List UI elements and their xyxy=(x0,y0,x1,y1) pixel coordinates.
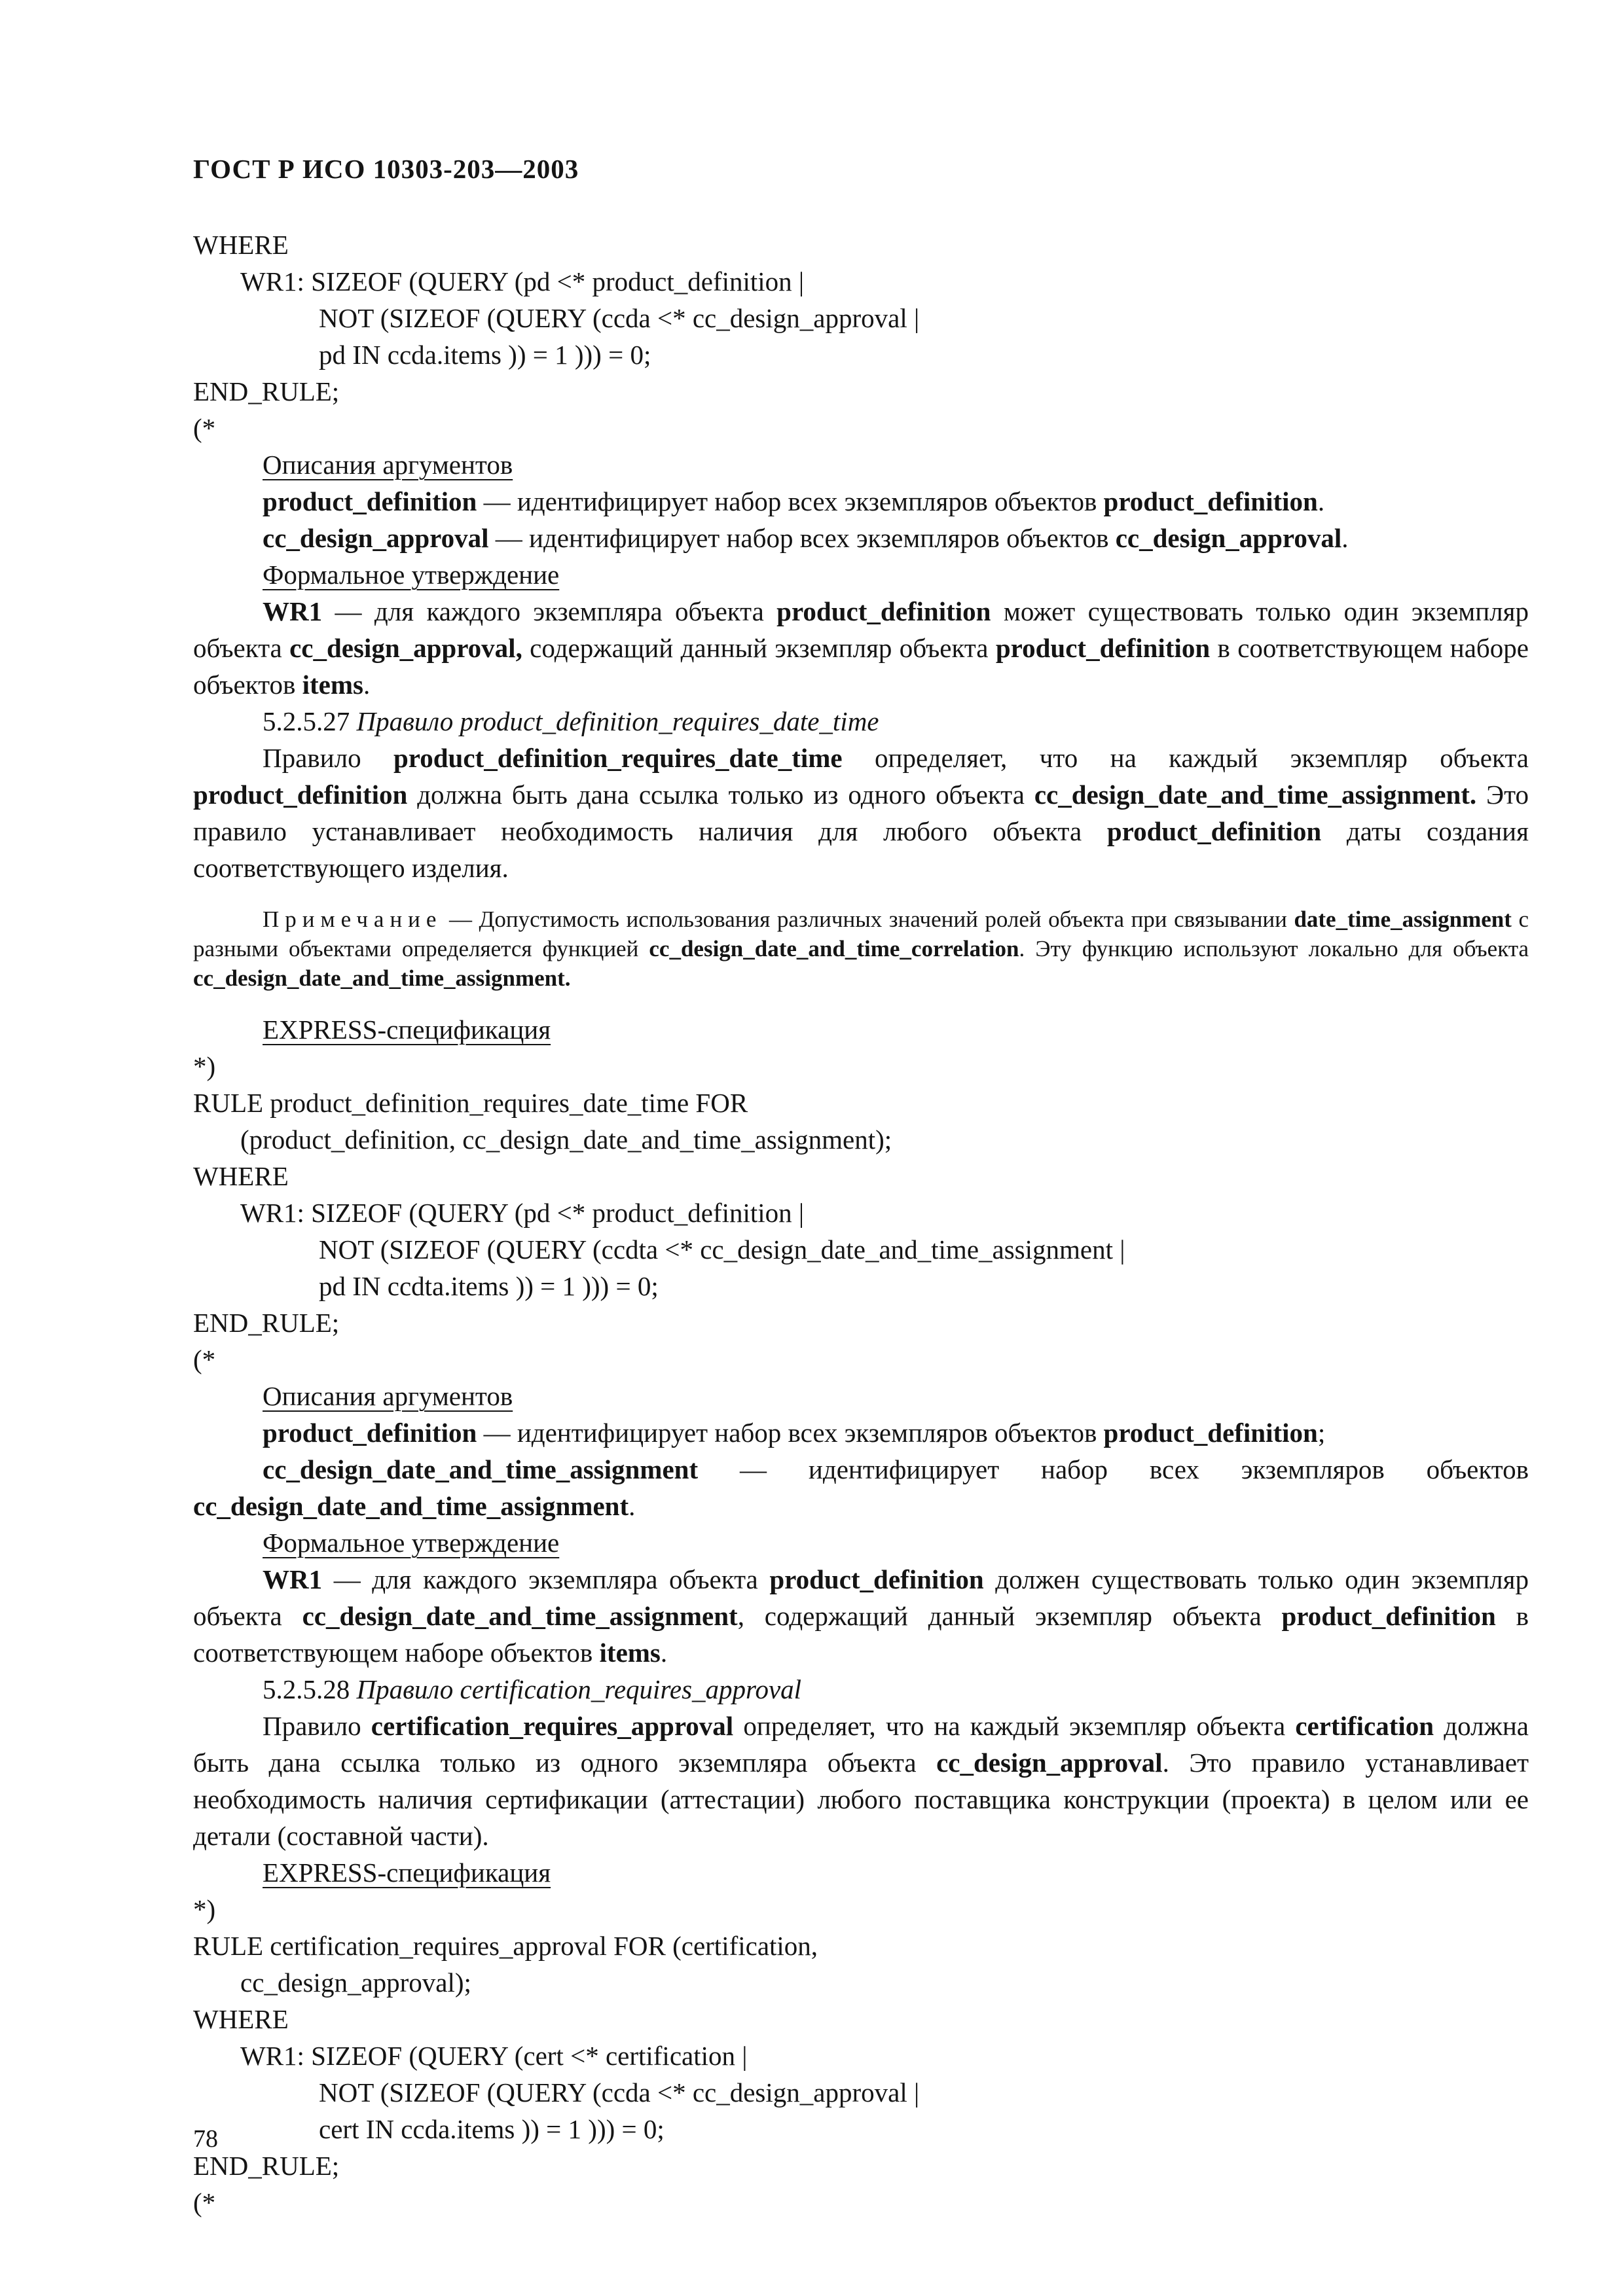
section-paragraph: Правило certification_requires_approval определяет, что на каждый экземпляр объекта certification должна быть дана ссылка только из одного экземпляра объекта cc_design_approval. Это правило устанавливает необходимость наличия сертификации (аттестации) любого поставщика конструкции (проекта) в целом или ее детали (составной части). xyxy=(193,1711,1529,1851)
express-wr1-line: WR1: SIZEOF (QUERY (cert <* certification | xyxy=(240,2041,748,2071)
page-number: 78 xyxy=(193,2125,218,2153)
argument-description: cc_design_approval — идентифицирует набор всех экземпляров объектов cc_design_approval. xyxy=(263,523,1349,553)
express-wr1-line: pd IN ccdta.items )) = 1 ))) = 0; xyxy=(319,1271,659,1301)
express-where: WHERE xyxy=(193,1161,289,1191)
express-wr1-line: WR1: SIZEOF (QUERY (pd <* product_definition | xyxy=(240,1198,805,1228)
express-wr1-line: NOT (SIZEOF (QUERY (ccdta <* cc_design_date_and_time_assignment | xyxy=(319,1234,1125,1265)
comment-close: *) xyxy=(193,1051,216,1081)
express-wr1-line: WR1: SIZEOF (QUERY (pd <* product_definition | xyxy=(240,266,805,296)
express-wr1-line: NOT (SIZEOF (QUERY (ccda <* cc_design_approval | xyxy=(319,303,920,333)
express-rule-line: cc_design_approval); xyxy=(240,1967,471,1998)
standard-header: ГОСТ Р ИСО 10303-203—2003 xyxy=(193,154,579,184)
note-paragraph: Примечание — Допустимость использования различных значений ролей объекта при связывании date_time_assignment с разными объектами определяется функцией cc_design_date_and_time_correlation. Эту функцию используют локально для объекта cc_design_date_and_time_assignment. xyxy=(193,906,1529,991)
formal-heading: Формальное утверждение xyxy=(263,560,560,590)
express-where: WHERE xyxy=(193,230,289,260)
section-paragraph: Правило product_definition_requires_date_time определяет, что на каждый экземпляр объекта product_definition должна быть дана ссылка только из одного объекта cc_design_date_and_time_assignment. Это правило устанавливает необходимость наличия для любого объекта product_definition даты создания соответствующего изделия. xyxy=(193,743,1529,883)
express-end-rule: END_RULE; xyxy=(193,1308,340,1338)
page-content xyxy=(193,226,1529,2221)
comment-open: (* xyxy=(193,413,216,443)
express-where: WHERE xyxy=(193,2004,289,2034)
express-rule-line: RULE certification_requires_approval FOR (certification, xyxy=(193,1931,818,1961)
args-heading: Описания аргументов xyxy=(263,1381,513,1411)
express-rule-line: RULE product_definition_requires_date_time FOR xyxy=(193,1088,748,1118)
argument-description: cc_design_date_and_time_assignment — идентифицирует набор всех экземпляров объектов cc_design_date_and_time_assignment. xyxy=(193,1454,1529,1521)
note-label: Примечание xyxy=(263,906,443,932)
formal-statement: WR1 — для каждого экземпляра объекта product_definition может существовать только один экземпляр объекта cc_design_approval, содержащий данный экземпляр объекта product_definition в соответствующем наборе объектов items. xyxy=(193,596,1529,700)
formal-heading: Формальное утверждение xyxy=(263,1528,560,1558)
formal-statement: WR1 — для каждого экземпляра объекта product_definition должен существовать только один экземпляр объекта cc_design_date_and_time_assignment, содержащий данный экземпляр объекта product_definition в соответствующем наборе объектов items. xyxy=(193,1564,1529,1668)
express-wr1-line: pd IN ccda.items )) = 1 ))) = 0; xyxy=(319,340,651,370)
argument-description: product_definition — идентифицирует набор всех экземпляров объектов product_definition. xyxy=(263,486,1325,516)
comment-close: *) xyxy=(193,1894,216,1924)
argument-description: product_definition — идентифицирует набор всех экземпляров объектов product_definition; xyxy=(263,1418,1326,1448)
express-wr1-line: NOT (SIZEOF (QUERY (ccda <* cc_design_approval | xyxy=(319,2077,920,2108)
express-wr1-line: cert IN ccda.items )) = 1 ))) = 0; xyxy=(319,2114,665,2144)
comment-open: (* xyxy=(193,1344,216,1374)
express-rule-line: (product_definition, cc_design_date_and_time_assignment); xyxy=(240,1124,892,1155)
section-heading: 5.2.5.28 Правило certification_requires_approval xyxy=(263,1674,802,1704)
args-heading: Описания аргументов xyxy=(263,450,513,480)
express-heading: EXPRESS-спецификация xyxy=(263,1857,551,1888)
document-page xyxy=(193,0,1529,2296)
comment-open: (* xyxy=(193,2187,216,2217)
express-end-rule: END_RULE; xyxy=(193,2151,340,2181)
express-end-rule: END_RULE; xyxy=(193,376,340,406)
express-heading: EXPRESS-спецификация xyxy=(263,1014,551,1045)
section-heading: 5.2.5.27 Правило product_definition_requires_date_time xyxy=(263,706,879,736)
